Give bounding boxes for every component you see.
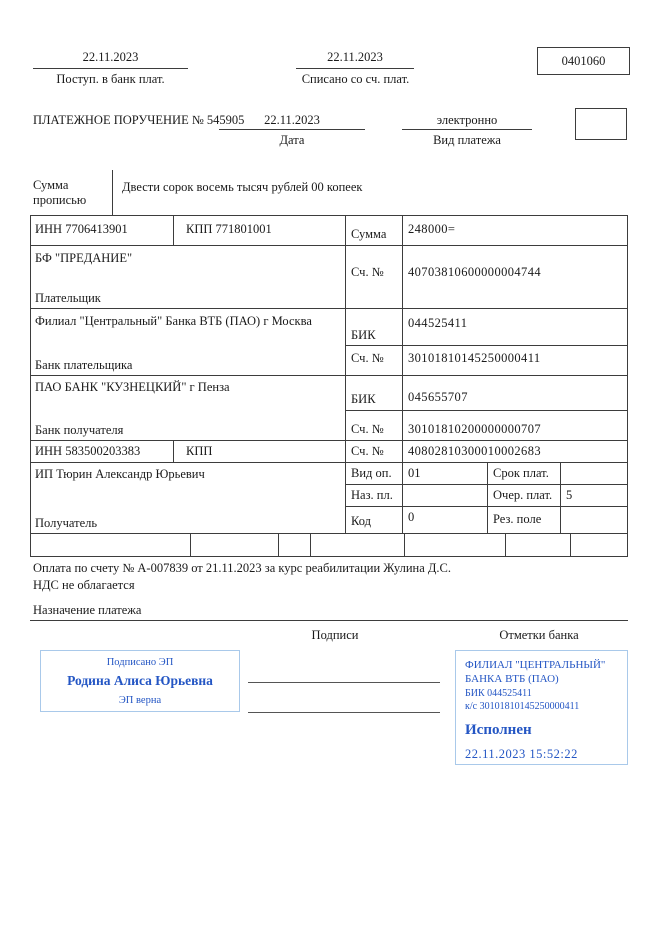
table-border (345, 215, 346, 533)
op-kind-value: 01 (408, 466, 421, 480)
payer-account-label: Сч. № (351, 265, 384, 279)
bank-marks-label: Отметки банка (499, 628, 579, 642)
payment-form-table (30, 170, 628, 556)
table-border (560, 462, 561, 533)
doc-date-underline (219, 129, 365, 130)
extra-fields-row (30, 533, 628, 556)
signer-name: Родина Алиса Юрьевна (67, 673, 213, 688)
table-border (30, 440, 628, 441)
stamp-corr-account: к/с 30101810145250000411 (465, 701, 580, 713)
stamp-status: Исполнен (465, 721, 532, 738)
code-value: 0 (408, 510, 415, 524)
purpose-line2: НДС не облагается (33, 578, 135, 592)
payee-bank-name: ПАО БАНК "КУЗНЕЦКИЙ" г Пенза (35, 380, 230, 394)
debited-date-label: Списано со сч. плат. (301, 72, 410, 86)
signature-line (248, 712, 440, 713)
table-border (487, 462, 488, 533)
table-border (30, 462, 628, 463)
payer-bank-name: Филиал "Центральный" Банка ВТБ (ПАО) г Москва (35, 314, 312, 328)
payer-bank-bik-label: БИК (351, 328, 376, 342)
e-signature-stamp (40, 650, 240, 712)
purpose-underline (30, 620, 628, 621)
doc-date-value: 22.11.2023 (264, 113, 320, 127)
payee-kpp-label: КПП (186, 444, 213, 458)
payer-label: Плательщик (35, 291, 101, 305)
sum-label: Сумма (351, 227, 387, 241)
table-border (30, 215, 31, 556)
table-border (30, 308, 628, 309)
table-border (112, 170, 113, 215)
stamp-bank-name: ФИЛИАЛ "ЦЕНТРАЛЬНЫЙ" БАНКА ВТБ (ПАО) (465, 659, 606, 686)
payee-bank-account: 30101810200000000707 (408, 422, 541, 436)
esign-valid-text: ЭП верна (118, 694, 162, 706)
debited-date-underline (296, 68, 414, 69)
document-title: ПЛАТЕЖНОЕ ПОРУЧЕНИЕ № 545905 (33, 113, 245, 127)
signatures-label: Подписи (311, 628, 359, 642)
sum-value: 248000= (408, 222, 456, 236)
table-border (627, 215, 628, 556)
table-border (30, 375, 628, 376)
payer-bank-label: Банк плательщика (35, 358, 133, 372)
stamp-datetime: 22.11.2023 15:52:22 (465, 747, 578, 762)
form-code-box: 0401060 (537, 47, 630, 75)
table-border (30, 215, 628, 216)
code-label: Код (351, 514, 371, 528)
payer-kpp: КПП 771801001 (186, 222, 272, 236)
purpose-code-label: Наз. пл. (351, 488, 393, 502)
table-border (173, 215, 174, 245)
stamp-bik: БИК 044525411 (465, 687, 532, 699)
payment-kind-underline (402, 129, 532, 130)
payee-account: 40802810300010002683 (408, 444, 541, 458)
amount-words-value: Двести сорок восемь тысяч рублей 00 копеек (122, 180, 363, 194)
purpose-line1: Оплата по счету № А-007839 от 21.11.2023 за курс реабилитации Жулина Д.С. (33, 561, 451, 575)
table-border (345, 345, 628, 346)
table-border (345, 410, 628, 411)
payer-name: БФ "ПРЕДАНИЕ" (35, 251, 133, 265)
amount-words-label: Сумма прописью (33, 178, 87, 207)
payer-account: 40703810600000004744 (408, 265, 541, 279)
priority-value: 5 (566, 488, 573, 502)
doc-date-label: Дата (279, 133, 305, 147)
payee-bank-bik: 045655707 (408, 390, 468, 404)
received-date: 22.11.2023 (82, 50, 139, 64)
payee-account-label: Сч. № (351, 444, 384, 458)
priority-label: Очер. плат. (493, 488, 553, 502)
empty-status-box (575, 108, 627, 140)
payment-kind-value: электронно (436, 113, 498, 127)
payer-inn: ИНН 7706413901 (35, 222, 128, 236)
payee-inn: ИНН 583500203383 (35, 444, 141, 458)
signature-line (248, 682, 440, 683)
payee-bank-label: Банк получателя (35, 423, 124, 437)
payment-kind-label: Вид платежа (433, 133, 501, 147)
table-border (30, 245, 628, 246)
bank-execution-stamp (455, 650, 628, 765)
payer-bank-bik: 044525411 (408, 316, 468, 330)
payee-name: ИП Тюрин Александр Юрьевич (35, 467, 205, 481)
op-kind-label: Вид оп. (351, 466, 392, 480)
table-border (402, 215, 403, 533)
due-date-label: Срок плат. (493, 466, 549, 480)
payee-bank-account-label: Сч. № (351, 422, 384, 436)
received-date-label: Поступ. в банк плат. (56, 72, 165, 86)
payee-bank-bik-label: БИК (351, 392, 376, 406)
signed-with-esign-text: Подписано ЭП (106, 656, 174, 668)
debited-date: 22.11.2023 (327, 50, 383, 64)
received-date-underline (33, 68, 188, 69)
table-border (30, 556, 628, 557)
reserve-field-label: Рез. поле (493, 512, 542, 526)
payer-bank-account: 30101810145250000411 (408, 351, 541, 365)
payer-bank-account-label: Сч. № (351, 351, 384, 365)
purpose-label: Назначение платежа (33, 603, 142, 617)
payee-label: Получатель (35, 516, 98, 530)
table-border (173, 440, 174, 462)
